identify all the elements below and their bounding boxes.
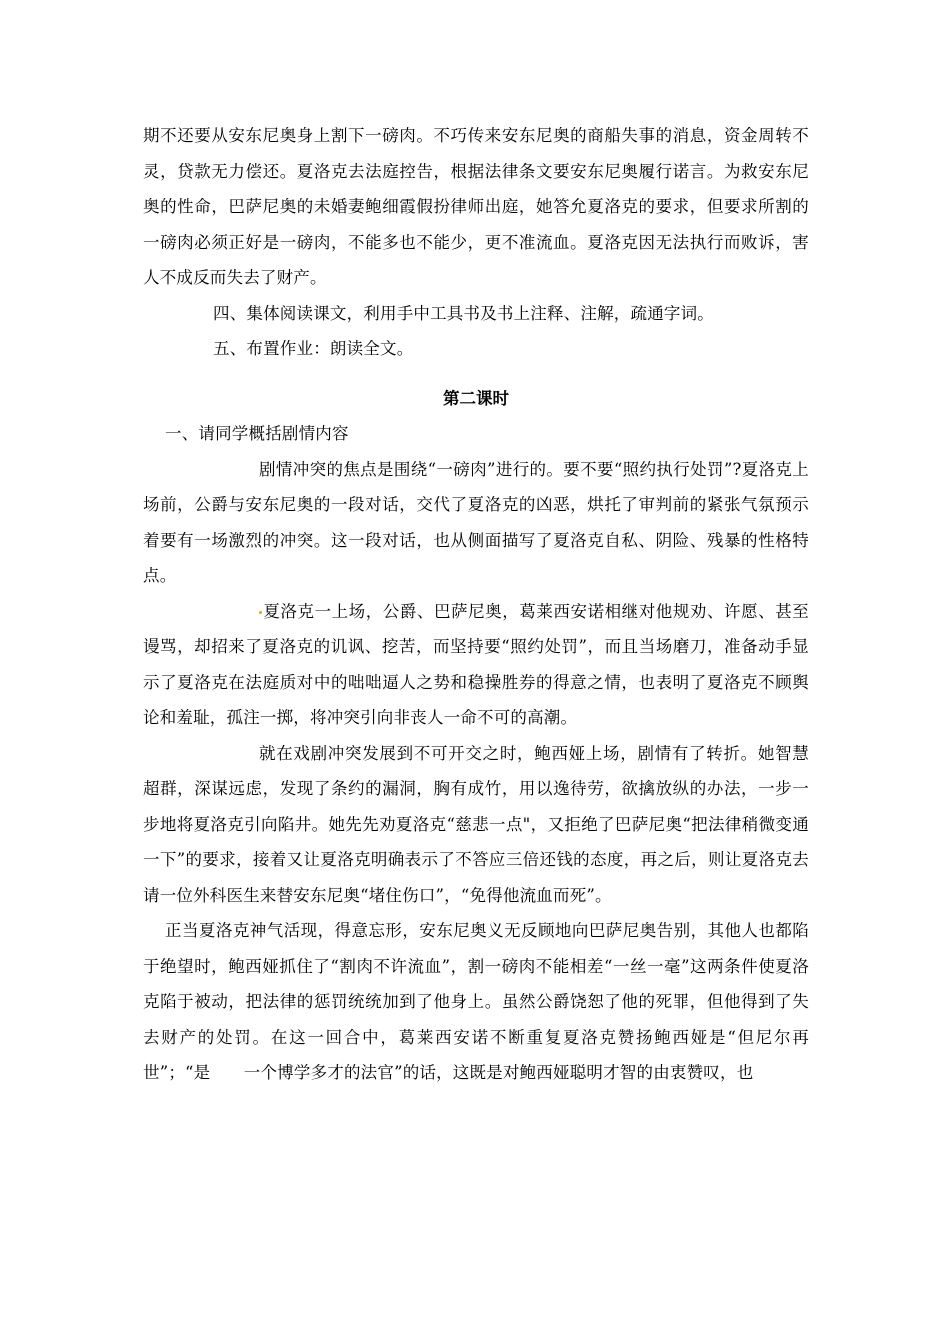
paragraph-conflict-focus: 剧情冲突的焦点是围绕“一磅肉”进行的。要不要“照约执行处罚”?夏洛克上场前，公爵与安东尼奥的一段对话，交代了夏洛克的凶恶，烘托了审判前的紧张气氛预示着要有一场激烈的冲突。这一段对话，也从侧面描写了夏洛克自私、阴险、残暴的性格特点。 xyxy=(143,459,809,585)
step-five: 五、布置作业：朗读全文。 xyxy=(213,339,414,358)
paragraph-shylock-entrance: 夏洛克一上场，公爵、巴萨尼奥，葛莱西安诺相继对他规劝、许愿、甚至谩骂，却招来了夏洛克的讥讽、挖苦，而坚持要“照约处罚”，而且当场磨刀，准备动手显示了夏洛克在法庭质对中的咄咄逼人之势和稳操胜券的得意之情，也表明了夏洛克不顾舆论和羞耻，孤注一掷，将冲突引向非丧人一命不可的高潮。 xyxy=(143,601,809,727)
section-title: 第二课时 xyxy=(443,388,509,408)
paragraph-portia-turn: 就在戏剧冲突发展到不可开交之时，鲍西娅上场，剧情有了转折。她智慧超群，深谋远虑，发现了条约的漏洞，胸有成竹，用以逸待劳，欲擒放纵的办法，一步一步地将夏洛克引向陷井。她先先劝夏洛克“慈悲一点"，又拒绝了巴萨尼奥“把法律稍微变通一下”的要求，接着又让夏洛克明确表示了不答应三倍还钱的态度，再之后，则让夏洛克去请一位外科医生来替安东尼奥“堵住伤口”，“免得他流血而死”。 xyxy=(143,743,809,905)
subheading-plot-summary: 一、请同学概括剧情内容 xyxy=(165,424,349,443)
cursor-mark-icon xyxy=(259,611,262,614)
document-page xyxy=(143,118,809,1091)
paragraph-climax: 正当夏洛克神气活现，得意忘形，安东尼奥义无反顾地向巴萨尼奥告别，其他人也都陷于绝望时，鲍西娅抓住了“割肉不许流血”，割一磅肉不能相差“一丝一毫”这两条件使夏洛克陷于被动，把法律的惩罚统统加到了他身上。虽然公爵饶恕了他的死罪，但他得到了失去财产的处罚。在这一回合中，葛莱西安诺不断重复夏洛克赞扬鲍西娅是“但尼尔再世”；“是 一个博学多才的法官”的话，这既是对鲍西娅聪明才智的由衷赞叹，也 xyxy=(143,921,809,1082)
step-four: 四、集体阅读课文，利用手中工具书及书上注释、注解，疏通字词。 xyxy=(213,303,714,323)
paragraph-story-summary: 期不还要从安东尼奥身上割下一磅肉。不巧传来安东尼奥的商船失事的消息，资金周转不灵，贷款无力偿还。夏洛克去法庭控告，根据法律条文要安东尼奥履行诺言。为救安东尼奥的性命，巴萨尼奥的未婚妻鲍细霞假扮律师出庭，她答允夏洛克的要求，但要求所割的一磅肉必须正好是一磅肉，不能多也不能少，更不准流血。夏洛克因无法执行而败诉，害人不成反而失去了财产。 xyxy=(143,126,809,287)
